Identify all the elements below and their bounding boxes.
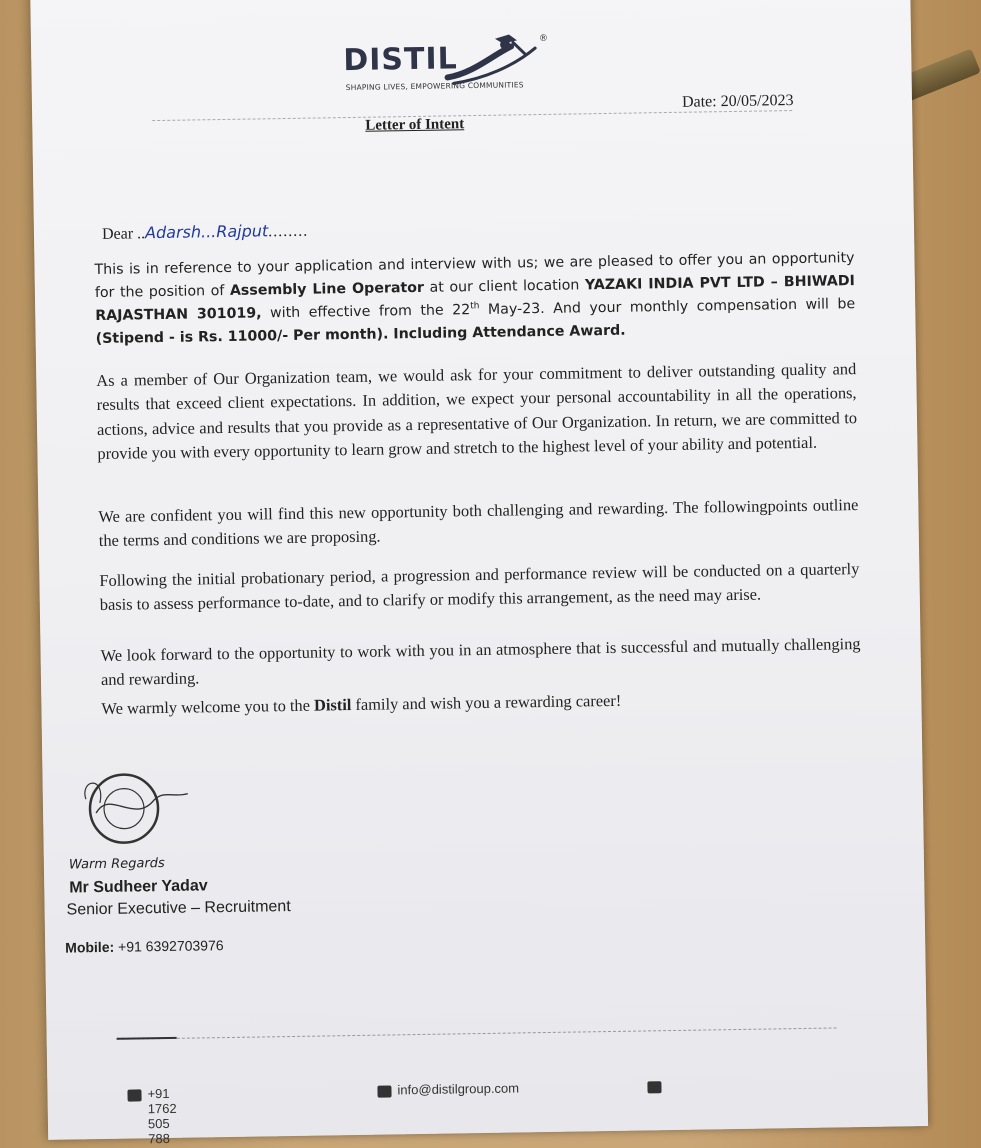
offer-text-4: May-23. And your monthly compensation will be	[479, 296, 856, 318]
graduate-swoosh-icon	[443, 32, 544, 86]
email-icon	[377, 1085, 391, 1097]
letter-title: Letter of Intent	[365, 116, 465, 134]
compensation-text: (Stipend - is Rs. 11000/- Per month). Including Attendance Award.	[95, 322, 626, 348]
brand-name: Distil	[313, 695, 352, 715]
registered-mark: ®	[538, 33, 549, 45]
confidence-paragraph: We are confident you will find this new opportunity both challenging and rewarding. The followingpoints outline the terms and conditions we are proposing.	[98, 495, 859, 551]
mobile-label: Mobile:	[65, 938, 115, 956]
footer-phone: +91 1762 505 788	[147, 1085, 177, 1147]
footer-contact	[127, 1076, 827, 1147]
offer-text-2: at our client location	[423, 277, 586, 296]
header-divider	[152, 110, 792, 121]
welcome-text: We warmly welcome you to the	[101, 695, 315, 718]
footer-divider-accent	[117, 1037, 177, 1040]
globe-icon	[647, 1081, 661, 1093]
phone-icon	[127, 1089, 141, 1101]
company-stamp	[75, 767, 196, 849]
offer-text-3: with effective from the 22	[261, 302, 471, 322]
signer-name: Mr Sudheer Yadav	[69, 877, 208, 897]
client-location: YAZAKI INDIA PVT LTD – BHIWADI RAJASTHAN 301019,	[95, 273, 855, 325]
footer-email: info@distilgroup.com	[397, 1080, 520, 1098]
salutation	[102, 221, 309, 244]
position-title: Assembly Line Operator	[229, 279, 425, 299]
mobile-line	[65, 937, 224, 955]
recipient-name: Adarsh...Rajput	[144, 221, 269, 243]
logo-wordmark: DISTIL	[343, 41, 458, 79]
probation-paragraph: Following the initial probationary period, a progression and performance review will be conducted on a quarterly basis to assess performance to-date, and to clarify or modify this arrangement, as the need may arise.	[99, 559, 860, 615]
outlook-paragraph: We look forward to the opportunity to work with you in an atmosphere that is successful and mutually challenging and rewarding.	[100, 634, 861, 690]
signer-role: Senior Executive – Recruitment	[66, 898, 291, 919]
ordinal-suffix: th	[470, 301, 480, 312]
footer-phone-item	[127, 1085, 177, 1147]
offer-paragraph	[94, 247, 855, 351]
footer-email-item	[377, 1080, 520, 1098]
salutation-text: Dear ..	[101, 225, 146, 243]
company-logo	[343, 32, 564, 105]
letter-sheet	[30, 0, 928, 1147]
footer-divider	[117, 1027, 837, 1039]
offer-text: This is in reference to your application and interview with us; we are pleased to offer you an opportunity for the position of	[94, 250, 855, 302]
footer-web-item	[647, 1078, 667, 1093]
mobile-number: +91 6392703976	[114, 937, 224, 955]
salutation-dots: ........	[268, 222, 309, 241]
letter-date: Date: 20/05/2023	[681, 92, 794, 111]
commitment-paragraph: As a member of Our Organization team, we would ask for your commitment to deliver outstanding quality and results that exceed client expectations. In addition, we expect your personal accountability in all the operations, actions, advice and results that you provide as a representative of Our Organization. In return, we are committed to provide you with every opportunity to learn grow and stretch to the highest level of your ability and potential.	[96, 359, 858, 463]
company-tagline: SHAPING LIVES, EMPOWERING COMMUNITIES	[345, 80, 524, 93]
welcome-text-2: family and wish you a rewarding career!	[351, 690, 622, 715]
closing-phrase: Warm Regards	[68, 855, 165, 873]
